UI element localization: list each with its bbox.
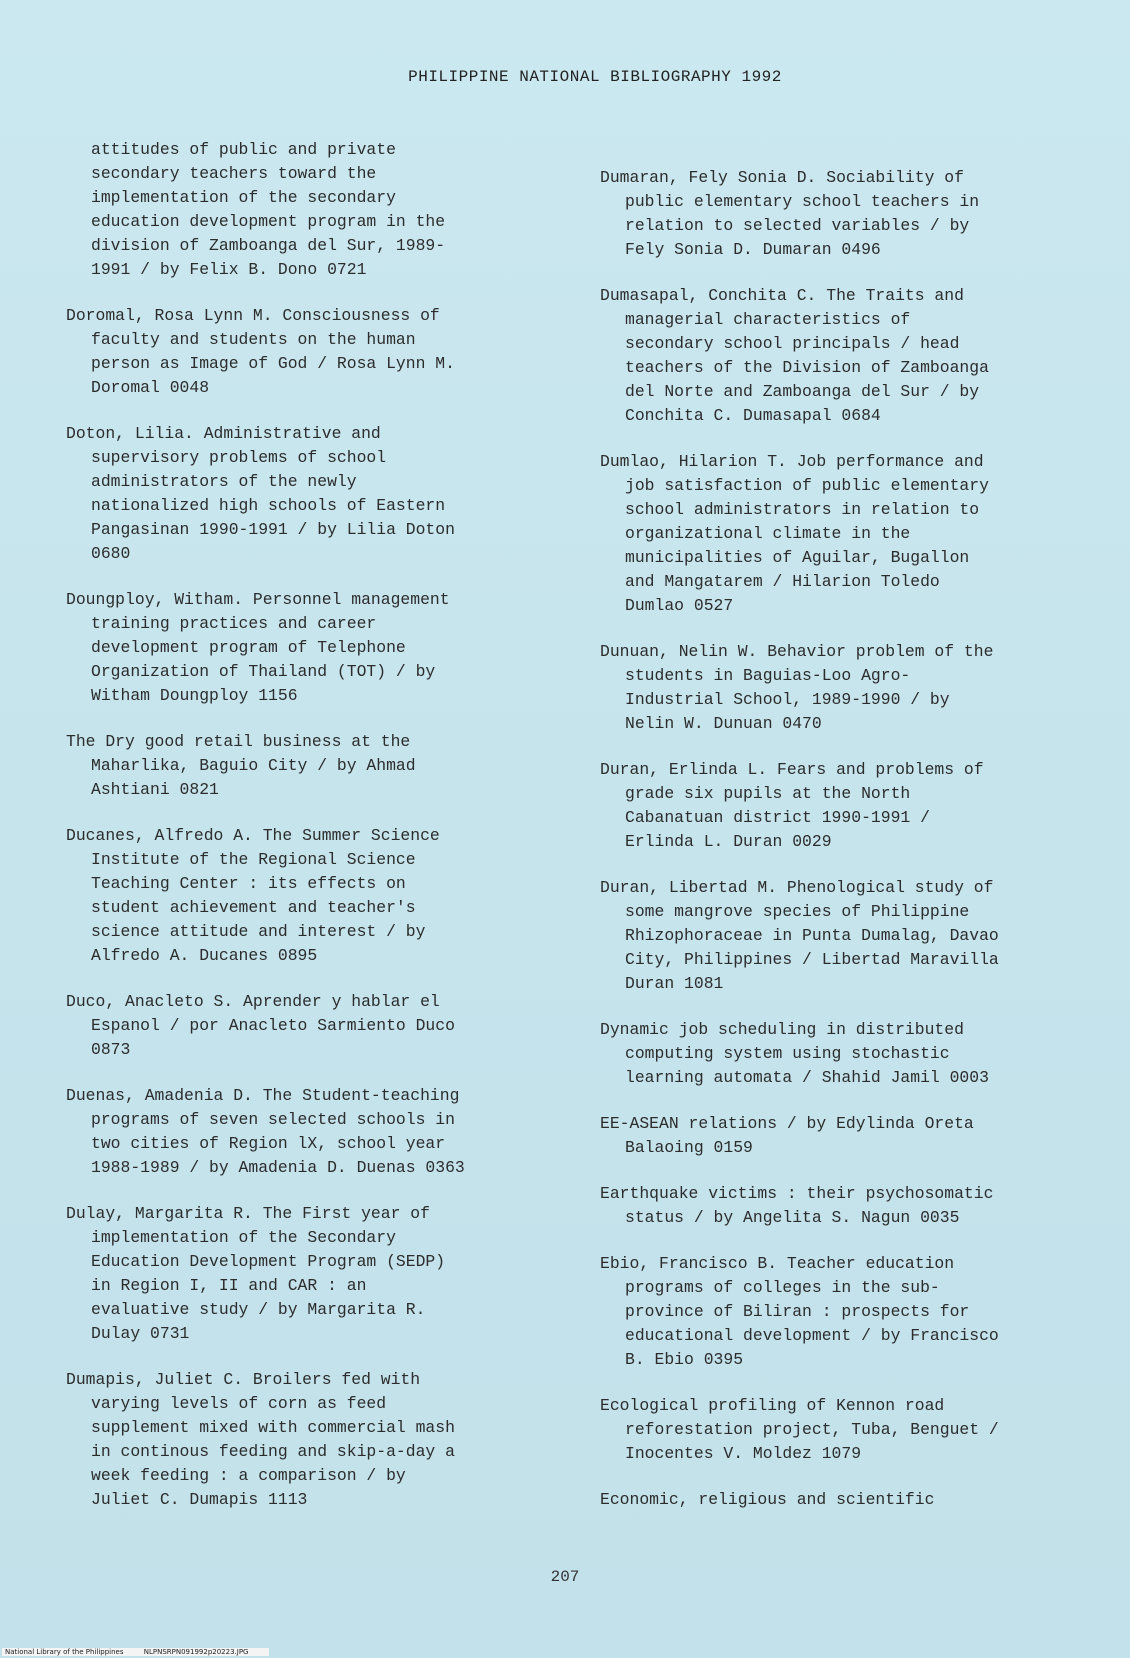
bibliography-entry: Duran, Libertad M. Phenological study of some mangrove species of Philippine Rhizophoraceae in Punta Dumalag, Davao City, Philippines / Libertad Maravilla Duran 1081 [600, 878, 999, 993]
bibliography-entry: Earthquake victims : their psychosomatic status / by Angelita S. Nagun 0035 [600, 1184, 994, 1227]
page-header: PHILIPPINE NATIONAL BIBLIOGRAPHY 1992 [408, 68, 782, 86]
bibliography-entry: Dumasapal, Conchita C. The Traits and managerial characteristics of secondary school principals / head teachers of the Division of Zamboanga del Norte and Zamboanga del Sur / by Conchita C. Dumasapal 0684 [600, 286, 989, 425]
bibliography-entry: Doungploy, Witham. Personnel management training practices and career development program of Telephone Organization of Thailand (TOT) / by Witham Doungploy 1156 [66, 590, 450, 705]
bibliography-entry: Ebio, Francisco B. Teacher education programs of colleges in the sub- province of Biliran : prospects for educational development / by Francisco B. Ebio 0395 [600, 1254, 999, 1369]
bibliography-entry: Duco, Anacleto S. Aprender y hablar el Espanol / por Anacleto Sarmiento Duco 0873 [66, 992, 455, 1059]
bibliography-entry: Ducanes, Alfredo A. The Summer Science Institute of the Regional Science Teaching Center : its effects on student achievement and teacher's science attitude and interest / by Alfredo A. Ducanes 0895 [66, 826, 440, 965]
right-column [600, 166, 1100, 1534]
bibliography-entry: Dumapis, Juliet C. Broilers fed with varying levels of corn as feed supplement mixed with commercial mash in continous feeding and skip-a-day a week feeding : a comparison / by Juliet C. Dumapis 1113 [66, 1370, 455, 1509]
bibliography-entry: Ecological profiling of Kennon road reforestation project, Tuba, Benguet / Inocentes V. Moldez 1079 [600, 1396, 999, 1463]
left-column [66, 138, 566, 1534]
bibliography-entry: Duenas, Amadenia D. The Student-teaching programs of seven selected schools in two cities of Region lX, school year 1988-1989 / by Amadenia D. Duenas 0363 [66, 1086, 465, 1177]
bibliography-entry: Dulay, Margarita R. The First year of implementation of the Secondary Education Development Program (SEDP) in Region I, II and CAR : an evaluative study / by Margarita R. Dulay 0731 [66, 1204, 446, 1343]
bibliography-entry: Dynamic job scheduling in distributed computing system using stochastic learning automata / Shahid Jamil 0003 [600, 1020, 989, 1087]
bibliography-entry: The Dry good retail business at the Maharlika, Baguio City / by Ahmad Ashtiani 0821 [66, 732, 416, 799]
bibliography-entry: Duran, Erlinda L. Fears and problems of grade six pupils at the North Cabanatuan district 1990-1991 / Erlinda L. Duran 0029 [600, 760, 984, 851]
bibliography-entry: Dumaran, Fely Sonia D. Sociability of public elementary school teachers in relation to selected variables / by Fely Sonia D. Dumaran 0496 [600, 168, 980, 259]
bibliography-entry: attitudes of public and private secondary teachers toward the implementation of the secondary education development program in the division of Zamboanga del Sur, 1989- 1991 / by Felix B. Dono 0721 [91, 140, 446, 279]
footer [2, 1648, 269, 1656]
bibliography-entry: EE-ASEAN relations / by Edylinda Oreta Balaoing 0159 [600, 1114, 974, 1157]
footer-library: National Library of the Philippines [5, 1648, 124, 1656]
page-number: 207 [550, 1568, 580, 1586]
bibliography-entry: Economic, religious and scientific [600, 1490, 935, 1509]
bibliography-entry: Doton, Lilia. Administrative and supervisory problems of school administrators of the newly nationalized high schools of Eastern Pangasinan 1990-1991 / by Lilia Doton 0680 [66, 424, 455, 563]
footer-file: NLPNSRPN091992p20223.JPG [143, 1648, 249, 1656]
bibliography-entry: Dunuan, Nelin W. Behavior problem of the students in Baguias-Loo Agro- Industrial School, 1989-1990 / by Nelin W. Dunuan 0470 [600, 642, 994, 733]
bibliography-entry: Doromal, Rosa Lynn M. Consciousness of faculty and students on the human person as Image of God / Rosa Lynn M. Doromal 0048 [66, 306, 455, 397]
bibliography-entry: Dumlao, Hilarion T. Job performance and job satisfaction of public elementary school administrators in relation to organizational climate in the municipalities of Aguilar, Bugallon and Mangatarem / Hilarion Toledo Dumlao 0527 [600, 452, 989, 615]
